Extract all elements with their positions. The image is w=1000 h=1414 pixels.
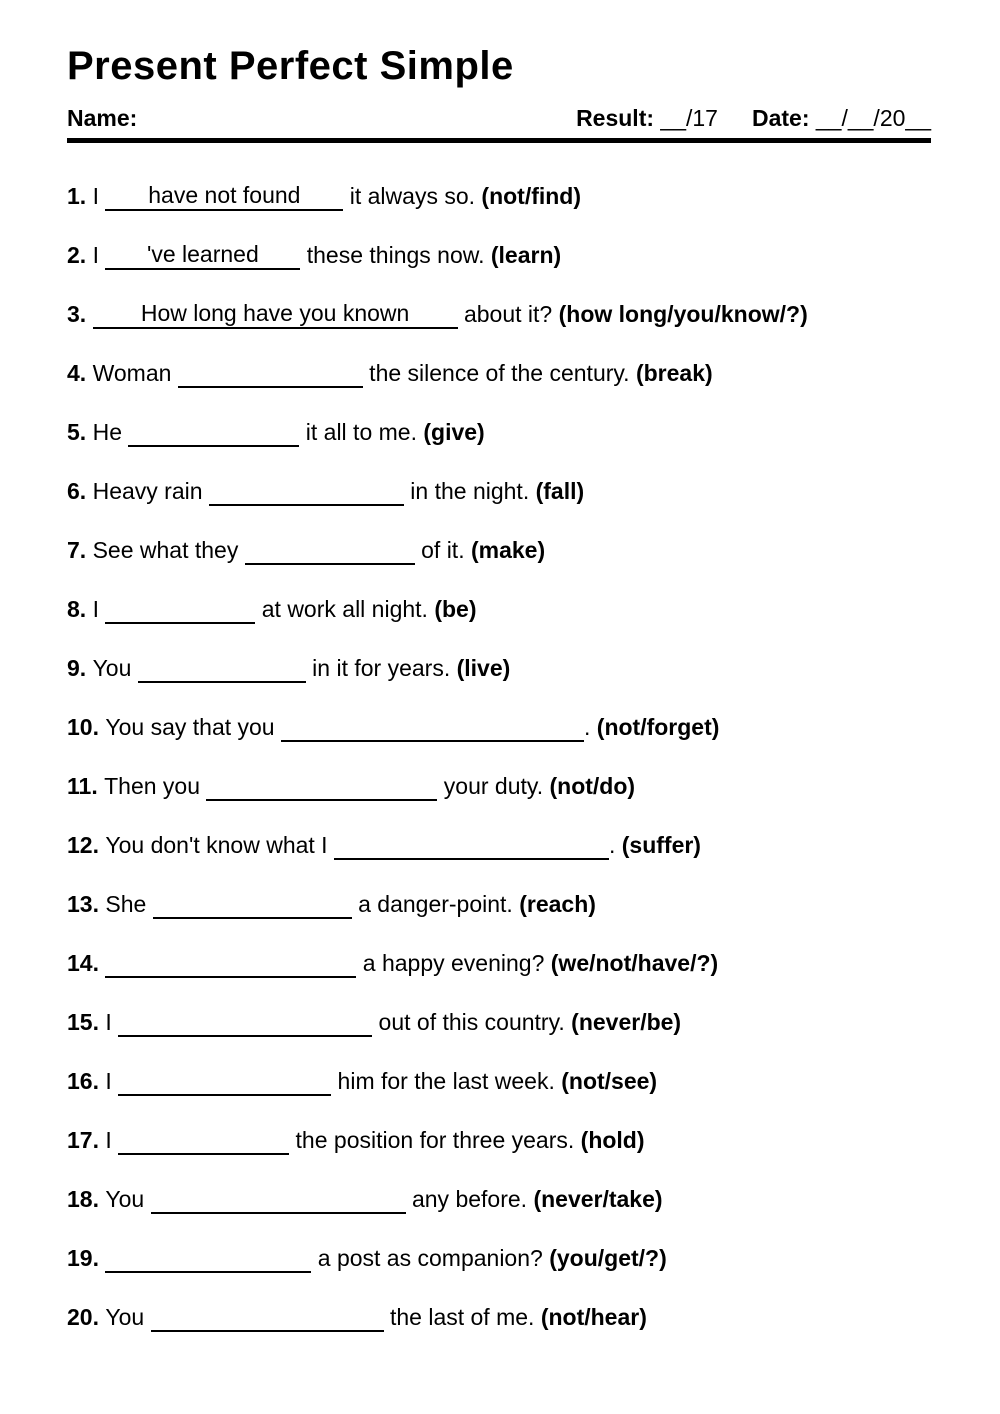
verb-hint: (live) [456,655,511,681]
verb-hint: (not/see) [561,1068,658,1094]
question-post-text: any before. [405,1186,534,1212]
question-pre-text: You don't know what I [105,832,334,858]
question-post-text: a danger-point. [351,891,520,917]
question-pre-text: Then you [104,773,207,799]
question-number: 6. [67,478,93,504]
verb-hint: (break) [635,360,713,386]
question-pre-text: Woman [92,360,178,386]
date-value: __/__/20__ [815,105,931,131]
verb-hint: (reach) [519,891,596,917]
question-number: 12. [67,832,106,858]
answer-text: 've learned [146,241,259,267]
question-pre-text: I [92,183,106,209]
answer-blank[interactable] [93,301,458,329]
date-field [752,105,931,132]
verb-hint: (fall) [535,478,585,504]
worksheet-meta-row [67,105,931,143]
question-row [67,946,931,980]
verb-hint: (give) [423,419,485,445]
verb-hint: (we/not/have/?) [550,950,719,976]
verb-hint: (not/forget) [596,714,720,740]
question-number: 9. [67,655,93,681]
question-row [67,710,931,744]
question-pre-text: See what they [92,537,245,563]
question-row [67,297,931,331]
question-pre-text: I [92,242,106,268]
question-row [67,415,931,449]
question-row [67,651,931,685]
answer-text [267,359,273,385]
question-pre-text: I [105,1068,119,1094]
question-number: 14. [67,950,106,976]
answer-blank[interactable] [105,596,255,624]
question-row [67,828,931,862]
question-post-text: him for the last week. [331,1068,562,1094]
question-post-text: the position for three years. [289,1127,581,1153]
answer-blank[interactable] [281,714,584,742]
question-post-text: . [584,714,597,740]
question-post-text: in the night. [403,478,536,504]
answer-text [242,1008,248,1034]
question-post-text: a happy evening? [356,950,551,976]
verb-hint: (never/be) [571,1009,682,1035]
date-label: Date: [751,105,810,131]
question-number: 16. [67,1068,106,1094]
answer-text: How long have you known [140,300,410,326]
question-number: 13. [67,891,106,917]
question-row [67,1005,931,1039]
answer-text [429,713,435,739]
question-post-text: a post as companion? [311,1245,550,1271]
verb-hint: (you/get/?) [549,1245,667,1271]
answer-text [205,1244,211,1270]
answer-blank[interactable] [118,1009,372,1037]
answer-blank[interactable] [105,1245,311,1273]
verb-hint: (not/hear) [540,1304,647,1330]
verb-hint: (hold) [580,1127,645,1153]
question-pre-text: She [105,891,153,917]
question-post-text: it all to me. [299,419,424,445]
question-number: 20. [67,1304,106,1330]
meta-right-group [576,105,931,132]
answer-text [275,1185,281,1211]
question-number: 11. [67,773,105,799]
question-number: 17. [67,1127,106,1153]
verb-hint: (make) [470,537,546,563]
answer-text [228,949,234,975]
question-pre-text: I [105,1127,119,1153]
answer-blank[interactable] [128,419,299,447]
question-row [67,1123,931,1157]
question-pre-text: He [92,419,129,445]
answer-text [327,536,333,562]
question-row [67,533,931,567]
question-pre-text: Heavy rain [92,478,209,504]
question-row [67,179,931,213]
question-row [67,1241,931,1275]
question-number: 8. [67,596,93,622]
question-row [67,1064,931,1098]
question-post-text: it always so. [343,183,482,209]
answer-text [303,477,309,503]
question-post-text: at work all night. [255,596,435,622]
question-post-text: of it. [414,537,471,563]
question-number: 10. [67,714,106,740]
answer-blank[interactable] [153,891,352,919]
result-field [576,105,718,132]
question-row [67,356,931,390]
answer-text [319,772,325,798]
verb-hint: (not/find) [481,183,582,209]
question-pre-text: I [92,596,106,622]
answer-blank[interactable] [105,950,356,978]
question-pre-text: I [105,1009,119,1035]
answer-text [221,1067,227,1093]
question-post-text: the last of me. [383,1304,541,1330]
question-post-text: . [608,832,622,858]
answer-text: have not found [148,182,301,208]
page-title: Present Perfect Simple [67,44,514,88]
question-post-text: about it? [457,301,559,327]
answer-blank[interactable] [118,1127,289,1155]
question-number: 5. [67,419,93,445]
verb-hint: (how long/you/know/?) [558,301,808,327]
answer-blank[interactable] [334,832,609,860]
answer-text [177,595,183,621]
question-list [67,179,931,1334]
question-pre-text: You [105,1186,151,1212]
verb-hint: (not/do) [549,773,636,799]
answer-text [219,654,225,680]
result-value: __/17 [660,105,718,131]
answer-text [211,418,217,444]
verb-hint: (suffer) [621,832,701,858]
question-row [67,592,931,626]
question-post-text: the silence of the century. [362,360,636,386]
question-number: 2. [67,242,93,268]
question-pre-text: You say that you [105,714,281,740]
question-row [67,474,931,508]
question-row [67,1182,931,1216]
answer-text [468,831,474,857]
answer-text [200,1126,206,1152]
verb-hint: (never/take) [533,1186,663,1212]
answer-blank[interactable] [105,242,300,270]
question-number: 3. [67,301,93,327]
question-post-text: out of this country. [372,1009,572,1035]
verb-hint: (be) [434,596,477,622]
answer-blank[interactable] [178,360,363,388]
question-row [67,238,931,272]
question-number: 19. [67,1245,106,1271]
answer-text [264,1303,270,1329]
answer-blank[interactable] [138,655,306,683]
question-number: 4. [67,360,93,386]
answer-text [249,890,255,916]
question-pre-text: You [92,655,138,681]
answer-blank[interactable] [209,478,404,506]
question-row [67,887,931,921]
question-post-text: your duty. [437,773,550,799]
answer-blank[interactable] [118,1068,331,1096]
name-label: Name: [67,105,138,131]
answer-blank[interactable] [105,183,343,211]
question-row [67,769,931,803]
verb-hint: (learn) [490,242,562,268]
question-pre-text: You [105,1304,151,1330]
answer-blank[interactable] [245,537,415,565]
question-number: 18. [67,1186,106,1212]
question-post-text: in it for years. [305,655,457,681]
question-number: 15. [67,1009,106,1035]
answer-blank[interactable] [151,1304,384,1332]
answer-blank[interactable] [206,773,437,801]
question-post-text: these things now. [300,242,491,268]
question-number: 1. [67,183,93,209]
question-row [67,1300,931,1334]
result-label: Result: [576,105,655,131]
question-number: 7. [67,537,93,563]
answer-blank[interactable] [151,1186,406,1214]
